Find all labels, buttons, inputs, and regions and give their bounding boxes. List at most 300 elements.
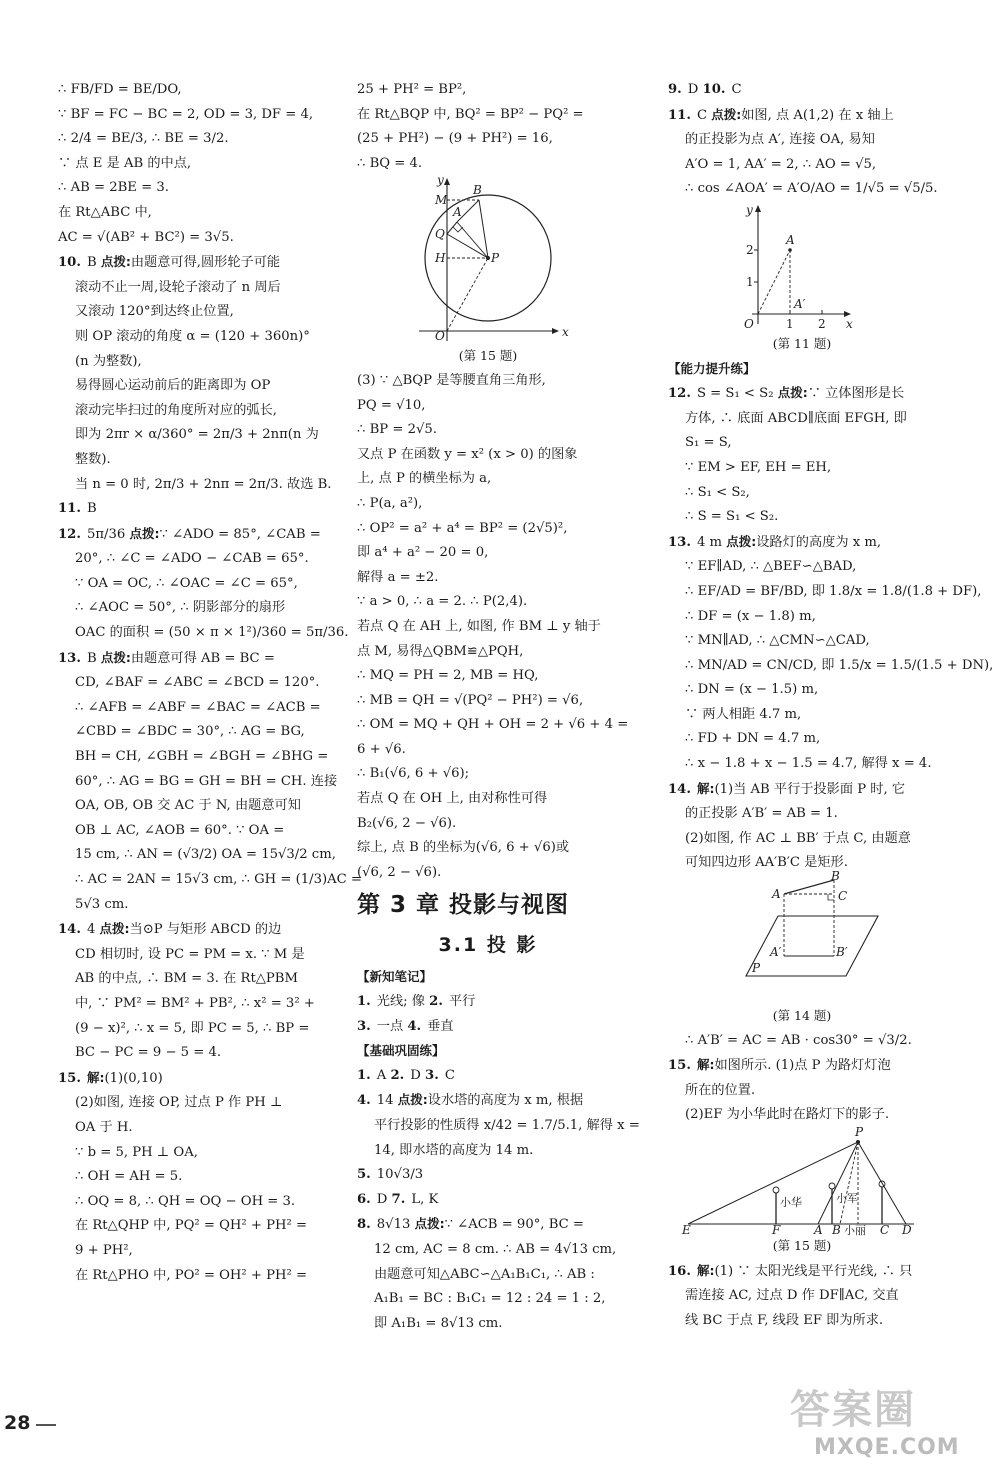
answer-text: 5π/36 xyxy=(86,526,130,542)
fig11-label-a: A xyxy=(786,232,795,247)
text-line xyxy=(357,103,619,128)
question-number: 13. xyxy=(668,534,691,550)
text-line xyxy=(58,770,338,795)
text-line xyxy=(357,492,619,517)
text-line xyxy=(58,547,309,572)
text-line xyxy=(58,176,304,201)
answer-text: ∴ DN = (x − 1.5) m, xyxy=(685,682,819,698)
text-line xyxy=(58,1239,304,1264)
question-number: 15. xyxy=(668,1058,691,1074)
answer-text: OA, OB, OB 交 AC 于 N, 由题意可知 xyxy=(75,798,301,814)
text-line xyxy=(357,664,619,689)
answer-text: 8√13 xyxy=(376,1217,415,1233)
hint-text: (1) ∵ 太阳光线是平行光线, ∴ 只 xyxy=(714,1263,913,1279)
text-line xyxy=(668,530,936,556)
text-line xyxy=(58,448,304,473)
solution-15-continued xyxy=(357,78,619,176)
text-line xyxy=(58,943,304,968)
question-number: 7. xyxy=(391,1191,406,1207)
text-line xyxy=(58,1141,304,1166)
hint-text: ∵ ∠ADO = 85°, ∠CAB = xyxy=(159,526,321,542)
question-number: 3. xyxy=(357,1018,371,1034)
page-number-dash xyxy=(36,1424,56,1426)
text-line xyxy=(58,572,304,597)
figure-14-projection xyxy=(668,869,936,1004)
text-line xyxy=(668,431,936,456)
fig15a-label-a: A xyxy=(453,205,462,220)
text-line xyxy=(357,1064,619,1089)
text-line xyxy=(58,497,304,522)
answer-text: ∴ S = S₁ < S₂. xyxy=(685,509,779,525)
answer-text: C xyxy=(444,1067,455,1083)
hint-text: (1)(0,10) xyxy=(104,1070,163,1086)
answer-text: (2)如图, 连接 OP, 过点 P 作 PH ⊥ xyxy=(75,1095,283,1111)
hint-tag: 解: xyxy=(86,1069,105,1085)
figure-11-caption: (第 11 题) xyxy=(772,335,832,351)
answer-text: ∴ P(a, a²), xyxy=(357,495,423,511)
answer-text: 15 cm, ∴ AN = (√3/2) OA = 15√3/2 cm, xyxy=(75,847,336,863)
answer-text: ∴ AC = 2AN = 15√3 cm, ∴ GH = (1/3)AC = xyxy=(75,872,362,887)
fig14-label-bprime: B′ xyxy=(836,945,848,960)
answer-text: (25 + PH²) − (9 + PH²) = 16, xyxy=(357,131,553,147)
question-number: 12. xyxy=(668,386,691,402)
text-line xyxy=(58,992,315,1017)
answer-text: 若点 Q 在 OH 上, 由对称性可得 xyxy=(357,791,548,807)
text-line xyxy=(357,713,629,738)
fig15a-label-h: H xyxy=(435,251,446,266)
text-line xyxy=(668,654,994,679)
fig15b-label-d: D xyxy=(902,1223,912,1237)
section-ability-practice: 【能力提升练】 xyxy=(668,360,756,376)
fig15b-label-xiaoli: 小丽 xyxy=(844,1224,866,1237)
answer-text: 则 OP 滚动的角度 α = (120 + 360n)° xyxy=(75,328,310,344)
text-line xyxy=(668,802,936,827)
watermark-url: MXQE.COM xyxy=(814,1435,960,1460)
fig11-label-y: y xyxy=(746,202,753,217)
hint-tag: 点拨: xyxy=(100,649,131,665)
text-line xyxy=(357,861,619,886)
answer-text: OA 于 H. xyxy=(75,1119,133,1135)
fig15a-label-q: Q xyxy=(435,227,445,242)
text-line xyxy=(357,1263,619,1288)
fig15a-label-b: B xyxy=(473,183,482,198)
text-line xyxy=(668,78,936,103)
answer-text: ∴ FD + DN = 4.7 m, xyxy=(685,731,821,747)
answer-text: 20°, ∴ ∠C = ∠ADO − ∠CAB = 65°. xyxy=(75,551,309,567)
text-line xyxy=(58,720,304,745)
hint-text: (1)当 AB 平行于投影面 P 时, 它 xyxy=(714,781,906,797)
question-number: 9. xyxy=(668,82,682,97)
text-line xyxy=(668,128,936,153)
text-line xyxy=(668,703,936,728)
text-line xyxy=(668,103,936,129)
text-line xyxy=(58,103,314,128)
text-line xyxy=(357,127,619,152)
answer-text: (√6, 2 − √6). xyxy=(357,864,442,880)
text-line xyxy=(357,152,619,177)
answer-text: 若点 Q 在 AH 上, 如图, 作 BM ⊥ y 轴于 xyxy=(357,618,601,634)
fig15b-label-xiaojun: 小军 xyxy=(836,1192,858,1205)
answer-text: A xyxy=(376,1067,391,1083)
text-line xyxy=(668,381,936,407)
fig11-label-o: O xyxy=(744,316,754,331)
answer-text: ∴ BQ = 4. xyxy=(357,155,423,171)
hint-text: 当⊙P 与矩形 ABCD 的边 xyxy=(129,922,282,938)
chapter-title: 第 3 章 投影与视图 xyxy=(357,892,570,919)
answer-text: ∴ OP² = a² + a⁴ = BP² = (2√5)², xyxy=(357,520,568,536)
answer-text: ∵ b = 5, PH ⊥ OA, xyxy=(75,1144,198,1160)
text-line xyxy=(357,1188,619,1213)
answer-text: ∴ FB/FD = BE/DO, xyxy=(58,82,182,97)
column-left xyxy=(58,78,362,1288)
question-number: 16. xyxy=(668,1263,691,1279)
answer-text: ∠CBD = ∠BDC = 30°, ∴ AG = BG, xyxy=(75,724,305,740)
answer-text: (2)EF 为小华此时在路灯下的影子. xyxy=(685,1107,890,1123)
section-new-knowledge: 【新知笔记】 xyxy=(357,969,433,985)
answer-text: 易得圆心运动前后的距离即为 OP xyxy=(75,378,271,394)
answer-text: OB ⊥ AC, ∠AOB = 60°. ∵ OA = xyxy=(75,822,285,838)
hint-text: 设路灯的高度为 x m, xyxy=(756,534,882,550)
answer-text: ∴ MQ = PH = 2, MB = HQ, xyxy=(357,668,539,684)
fig14-label-aprime: A′ xyxy=(770,945,782,960)
text-line xyxy=(668,153,936,178)
text-line xyxy=(357,517,619,542)
hint-text: 如图所示. (1)点 P 为路灯灯泡 xyxy=(714,1058,891,1074)
fig14-label-a: A xyxy=(772,887,781,902)
text-line xyxy=(357,990,619,1015)
answer-text: 14 xyxy=(376,1093,398,1109)
fig15b-label-p: P xyxy=(855,1125,864,1139)
text-line xyxy=(58,374,304,399)
answer-text: 由题意可知△ABC∽△A₁B₁C₁, ∴ AB : xyxy=(374,1266,595,1282)
answer-text: 平行投影的性质得 x/42 = 1.7/5.1, 解得 x = xyxy=(374,1118,640,1133)
question-number: 4. xyxy=(407,1018,422,1034)
answer-text: ∵ OA = OC, ∴ ∠OAC = ∠C = 65°, xyxy=(75,575,298,591)
text-line xyxy=(357,1163,619,1188)
text-line xyxy=(668,1029,936,1054)
question-number: 11. xyxy=(58,501,81,517)
fig15a-label-p: P xyxy=(491,251,500,266)
answer-text: ∴ x − 1.8 + x − 1.5 = 4.7, 解得 x = 4. xyxy=(685,756,932,772)
answer-text: ∴ OM = MQ + QH + OH = 2 + √6 + 4 = xyxy=(357,717,629,733)
answers-9-11 xyxy=(668,78,936,202)
answer-text: 即 a⁴ + a² − 20 = 0, xyxy=(357,545,489,561)
text-line xyxy=(357,1139,619,1164)
answer-text: 10√3/3 xyxy=(376,1167,424,1183)
text-line xyxy=(357,467,619,492)
answer-text: 综上, 点 B 的坐标为(√6, 6 + √6)或 xyxy=(357,840,570,856)
text-line xyxy=(58,819,304,844)
fig14-label-c: C xyxy=(838,889,848,904)
text-line xyxy=(357,1212,619,1238)
answer-text: CD, ∠BAF = ∠ABC = ∠BCD = 120°. xyxy=(75,675,320,691)
answer-text: 可知四边形 AA′B′C 是矩形. xyxy=(685,855,848,871)
question-number: 4. xyxy=(357,1093,371,1109)
text-line xyxy=(357,812,619,837)
answer-text: 即 A₁B₁ = 8√13 cm. xyxy=(374,1315,503,1331)
answer-text: CD 相切时, 设 PC = PM = x. ∵ M 是 xyxy=(75,946,305,962)
answer-text: 光线; 像 xyxy=(376,994,430,1010)
answer-text: ∴ BP = 2√5. xyxy=(357,422,437,438)
answer-text: B xyxy=(86,501,97,517)
hint-tag: 解: xyxy=(696,1057,715,1073)
answer-text: BH = CH, ∠GBH = ∠BGH = ∠BHG = xyxy=(75,749,329,765)
text-line xyxy=(58,201,304,226)
question-number: 1. xyxy=(357,994,371,1010)
text-line xyxy=(668,752,936,777)
answer-text: ∵ EF∥AD, ∴ △BEF∽△BAD, xyxy=(685,559,857,575)
question-number: 6. xyxy=(357,1191,371,1207)
answer-text: ∴ A′B′ = AC = AB · cos30° = √3/2. xyxy=(685,1032,912,1048)
fig14-label-b: B xyxy=(831,869,840,884)
figure-15-streetlight xyxy=(668,1125,936,1237)
text-line xyxy=(668,1053,936,1079)
answer-text: 4 xyxy=(86,922,100,938)
text-line xyxy=(58,696,321,721)
figure-15-caption: (第 15 题) xyxy=(458,348,518,364)
question-number: 8. xyxy=(357,1217,371,1233)
hint-tag: 解: xyxy=(696,1262,715,1278)
text-line xyxy=(357,566,619,591)
fig15a-label-x: x xyxy=(562,325,569,340)
question-number: 3. xyxy=(425,1067,439,1083)
text-line xyxy=(357,689,619,714)
answer-text: 线 BC 于点 F, 线段 EF 即为所求. xyxy=(685,1312,884,1328)
question-number: 5. xyxy=(357,1167,371,1183)
fig15a-label-y: y xyxy=(437,173,444,188)
answer-text: 60°, ∴ AG = BG = GH = BH = CH. 连接 xyxy=(75,773,338,789)
text-line xyxy=(58,596,304,621)
text-line xyxy=(58,917,304,943)
answer-text: 滚动完毕扫过的角度所对应的弧长, xyxy=(75,402,278,418)
answer-text: (n 为整数), xyxy=(75,353,142,369)
answer-text: A′O = 1, AA′ = 2, ∴ AO = √5, xyxy=(685,156,877,172)
text-line xyxy=(668,1259,936,1285)
fig11-ytick-2: 2 xyxy=(746,242,754,257)
figure-14-caption: (第 14 题) xyxy=(772,1008,832,1024)
answer-text: ∴ DF = (x − 1.8) m, xyxy=(685,608,816,624)
hint-text: ∵ 立体图形是长 xyxy=(807,386,905,402)
answer-text: A₁B₁ = BC : B₁C₁ = 12 : 24 = 1 : 2, xyxy=(374,1291,606,1307)
hint-text: 设水塔的高度为 x m, 根据 xyxy=(427,1093,584,1109)
answer-text: ∵ a > 0, ∴ a = 2. ∴ P(2,4). xyxy=(357,594,528,610)
answer-text: (3) ∵ △BQP 是等腰直角三角形, xyxy=(357,372,546,388)
answer-text: 滚动不止一周,设轮子滚动了 n 周后 xyxy=(75,279,281,295)
answer-text: S = S₁ < S₂ xyxy=(696,386,778,402)
text-line xyxy=(357,418,619,443)
answer-text: C xyxy=(696,107,712,123)
fig15a-label-o: O xyxy=(435,329,445,344)
answer-text: 当 n = 0 时, 2π/3 + 2nπ = 2π/3. 故选 B. xyxy=(75,476,332,492)
answer-text: ∴ ∠AOC = 50°, ∴ 阴影部分的扇形 xyxy=(75,600,286,616)
text-line xyxy=(58,1264,308,1289)
fig15a-label-m: M xyxy=(435,193,448,208)
answer-text: ∵ MN∥AD, ∴ △CMN∽△CAD, xyxy=(685,633,870,649)
text-line xyxy=(58,868,362,893)
hint-text: 由题意可得 AB = BC = xyxy=(130,650,275,666)
answer-text: OAC 的面积 = (50 × π × 1²)/360 = 5π/36. xyxy=(75,625,349,641)
text-line xyxy=(58,1017,310,1042)
answer-text: 的正投影为点 A′, 连接 OA, 易知 xyxy=(685,132,875,148)
fig15b-label-a: A xyxy=(814,1223,823,1237)
answer-text: 方体, ∴ 底面 ABCD∥底面 EFGH, 即 xyxy=(685,410,907,426)
answer-text: 14, 即水塔的高度为 14 m. xyxy=(374,1142,534,1158)
watermark xyxy=(790,1378,960,1460)
fig11-label-x: x xyxy=(846,316,853,331)
answer-text: 平行 xyxy=(448,994,476,1010)
text-line xyxy=(668,177,936,202)
answer-text: 一点 xyxy=(376,1018,408,1034)
text-line xyxy=(58,1116,304,1141)
answer-text: ∴ MB = QH = √(PQ² − PH²) = √6, xyxy=(357,692,584,708)
fig14-label-p: P xyxy=(752,961,761,976)
answer-text: C xyxy=(731,82,742,97)
answer-text: 在 Rt△ABC 中, xyxy=(58,204,152,220)
hint-tag: 点拨: xyxy=(777,385,808,401)
solution-15-part3 xyxy=(357,369,629,885)
text-line xyxy=(58,325,310,350)
fig11-label-aprime: A′ xyxy=(794,296,806,311)
text-line xyxy=(58,1165,304,1190)
answer-text: ∴ OQ = 8, ∴ QH = OQ − OH = 3. xyxy=(75,1193,296,1209)
answer-text: 5√3 cm. xyxy=(75,896,129,912)
hint-tag: 点拨: xyxy=(99,921,130,937)
question-number: 15. xyxy=(58,1070,81,1086)
answer-text: D xyxy=(410,1067,426,1083)
answer-text: 又点 P 在函数 y = x² (x > 0) 的图象 xyxy=(357,446,578,462)
section-title: 3.1 投 影 xyxy=(438,934,538,957)
question-number: 10. xyxy=(702,82,726,97)
answer-text: 在 Rt△PHO 中, PO² = OH² + PH² = xyxy=(75,1267,308,1283)
hint-tag: 点拨: xyxy=(414,1216,445,1232)
answer-text: B xyxy=(86,255,101,271)
text-line xyxy=(668,580,982,605)
text-line xyxy=(357,615,619,640)
answer-text: 点 M, 易得△QBM≌△PQH, xyxy=(357,643,524,659)
figure-11-axes xyxy=(668,202,936,332)
answer-text: AB 的中点, ∴ BM = 3. 在 Rt△PBM xyxy=(75,971,298,987)
text-line xyxy=(668,605,936,630)
fig11-tick-2: 2 xyxy=(818,316,826,331)
question-number: 14. xyxy=(668,781,691,797)
answer-text: ∵ 点 E 是 AB 的中点, xyxy=(58,155,192,171)
text-line xyxy=(668,1079,936,1104)
answer-text: D xyxy=(687,82,703,97)
watermark-text: 答案圈 xyxy=(790,1387,916,1433)
text-line xyxy=(357,78,619,103)
answer-text: B xyxy=(86,650,101,666)
text-line xyxy=(668,727,936,752)
answer-text: 的正投影 A′B′ = AB = 1. xyxy=(685,806,838,822)
question-number: 2. xyxy=(390,1067,405,1083)
answer-text: ∴ B₁(√6, 6 + √6); xyxy=(357,766,470,782)
text-line xyxy=(357,836,619,861)
page-number: 28 xyxy=(4,1412,31,1434)
text-line xyxy=(357,1088,619,1114)
text-line xyxy=(58,1190,304,1215)
answer-text: 需连接 AC, 过点 D 作 DF∥AC, 交直 xyxy=(685,1288,899,1304)
answer-text: L, K xyxy=(411,1191,439,1207)
answer-text: ∴ EF/AD = BF/BD, 即 1.8/x = 1.8/(1.8 + DF), xyxy=(685,583,982,599)
text-line xyxy=(58,621,349,646)
column-right xyxy=(668,78,994,1333)
text-line xyxy=(58,473,332,498)
fig11-ytick-1: 1 xyxy=(746,274,754,289)
hint-tag: 点拨: xyxy=(711,106,742,122)
question-number: 14. xyxy=(58,922,81,938)
basic-practice-answers xyxy=(357,1064,640,1337)
text-line xyxy=(58,399,304,424)
text-line xyxy=(58,423,319,448)
question-number: 2. xyxy=(429,994,443,1010)
fig15b-label-e: E xyxy=(682,1223,691,1237)
answer-text: 6 + √6. xyxy=(357,741,406,757)
answer-text: 在 Rt△BQP 中, BQ² = BP² − PQ² = xyxy=(357,106,584,122)
text-line xyxy=(357,640,619,665)
answer-text: 又滚动 120°到达终止位置, xyxy=(75,304,234,320)
answer-text: ∴ S₁ < S₂, xyxy=(685,484,750,500)
text-line xyxy=(58,1091,304,1116)
answer-text: ∴ OH = AH = 5. xyxy=(75,1169,183,1185)
hint-text: ∵ ∠ACB = 90°, BC = xyxy=(444,1217,584,1233)
new-knowledge-answers xyxy=(357,990,619,1039)
question-number: 12. xyxy=(58,526,81,542)
text-line xyxy=(58,794,304,819)
text-line xyxy=(58,1041,304,1066)
text-line xyxy=(357,1015,619,1040)
answer-text: 所在的位置. xyxy=(685,1082,756,1098)
text-line xyxy=(58,967,304,992)
answers-14-15 xyxy=(668,1029,936,1128)
text-line xyxy=(58,1066,304,1092)
answer-text: 在 Rt△QHP 中, PQ² = QH² + PH² = xyxy=(75,1218,308,1234)
text-line xyxy=(357,369,619,394)
answer-text: 垂直 xyxy=(427,1018,454,1034)
text-line xyxy=(668,1103,936,1128)
fig15b-label-b: B xyxy=(832,1223,841,1237)
figure-15-circle xyxy=(357,173,619,344)
text-line xyxy=(668,1309,936,1334)
fig15b-label-f: F xyxy=(772,1223,781,1237)
answer-text: 中, ∵ PM² = BM² + PB², ∴ x² = 3² + xyxy=(75,995,315,1011)
hint-tag: 点拨: xyxy=(129,525,160,541)
answer-text: ∴ ∠AFB = ∠ABF = ∠BAC = ∠ACB = xyxy=(75,699,321,715)
text-line xyxy=(357,541,619,566)
answer-text: 4 m xyxy=(696,534,727,550)
text-line xyxy=(58,152,304,177)
text-line xyxy=(58,843,336,868)
answer-text: AC = √(AB² + BC²) = 3√5. xyxy=(58,229,234,245)
hint-tag: 解: xyxy=(696,780,715,796)
answer-text: 12 cm, AC = 8 cm. ∴ AB = 4√13 cm, xyxy=(374,1241,617,1257)
answer-text: 解得 a = ±2. xyxy=(357,569,439,585)
text-line xyxy=(58,127,304,152)
text-line xyxy=(668,678,936,703)
section-basic-practice: 【基础巩固练】 xyxy=(357,1043,445,1059)
question-number: 1. xyxy=(357,1067,371,1083)
text-line xyxy=(357,738,619,763)
text-line xyxy=(58,276,304,301)
answer-text: ∵ BF = FC − BC = 2, OD = 3, DF = 4, xyxy=(58,106,314,122)
text-line xyxy=(58,745,329,770)
column-middle xyxy=(357,78,640,1336)
answer-text: 整数). xyxy=(75,451,111,467)
answer-text: D xyxy=(376,1191,392,1207)
answer-text: S₁ = S, xyxy=(685,435,732,451)
text-line xyxy=(668,407,936,432)
answer-text: ∵ 两人相距 4.7 m, xyxy=(685,706,802,722)
text-line xyxy=(58,1214,308,1239)
